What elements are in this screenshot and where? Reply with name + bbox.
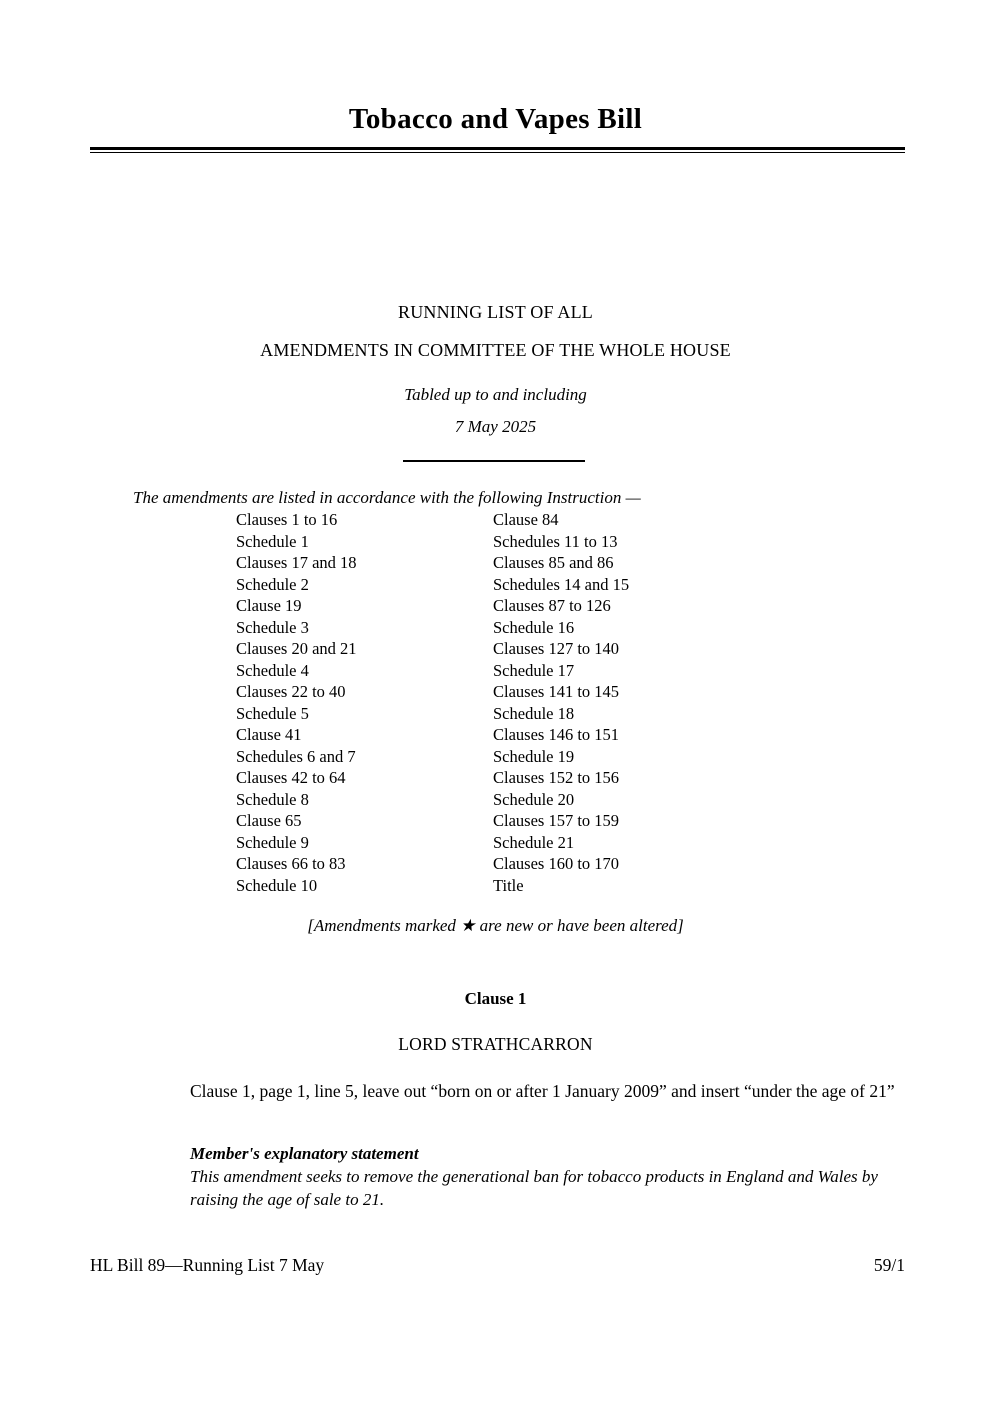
list-item: Clauses 87 to 126 — [493, 596, 611, 615]
tabled-date: 7 May 2025 — [454, 417, 537, 436]
page-title: Tobacco and Vapes Bill — [348, 103, 643, 135]
list-item: Schedule 18 — [493, 703, 575, 723]
list-item: Schedule 10 — [236, 875, 318, 895]
instruction-columns — [236, 509, 750, 896]
tabled-note: Tabled up to and including — [404, 385, 587, 404]
list-item: Schedule 1 — [236, 531, 309, 551]
list-item: Schedule 20 — [493, 789, 575, 809]
list-item: Schedule 5 — [236, 703, 309, 723]
star-note: [Amendments marked ★ are new or have been altered] — [307, 916, 684, 935]
list-item: Clauses 66 to 83 — [236, 854, 346, 873]
mover-name: LORD STRATHCARRON — [398, 1034, 593, 1054]
list-item: Schedule 9 — [236, 832, 309, 852]
list-item: Clauses 141 to 145 — [493, 682, 620, 701]
list-item: Clauses 1 to 16 — [236, 510, 338, 529]
list-item: Clauses 17 and 18 — [236, 553, 357, 572]
list-item: Schedules 6 and 7 — [236, 746, 356, 766]
list-item: Clauses 157 to 159 — [493, 811, 620, 830]
list-item: Clauses 127 to 140 — [493, 639, 620, 658]
instruction-list-left — [236, 509, 493, 896]
list-item: Schedule 2 — [236, 574, 309, 594]
footer-bill-reference: HL Bill 89—Running List 7 May — [90, 1255, 325, 1275]
list-item: Clauses 42 to 64 — [236, 768, 346, 787]
list-item: Clause 65 — [236, 811, 302, 830]
title-double-rule — [90, 147, 905, 153]
list-item: Clause 19 — [236, 596, 302, 615]
list-item: Clauses 20 and 21 — [236, 639, 357, 658]
list-item: Title — [493, 875, 524, 895]
list-item: Clauses 22 to 40 — [236, 682, 346, 701]
list-item: Clause 84 — [493, 510, 559, 529]
instruction-intro: The amendments are listed in accordance with the following Instruction — — [133, 488, 641, 507]
list-item: Schedules 11 to 13 — [493, 531, 618, 551]
explanatory-statement-text: This amendment seeks to remove the generational ban for tobacco products in England and Wales by raising the age of sale to 21. — [190, 1167, 878, 1209]
list-item: Clauses 152 to 156 — [493, 768, 620, 787]
amendment-text: Clause 1, page 1, line 5, leave out “born on or after 1 January 2009” and insert “under the age of 21” — [190, 1081, 895, 1101]
instruction-list-right — [493, 509, 750, 896]
committee-heading: AMENDMENTS IN COMMITTEE OF THE WHOLE HOUSE — [260, 340, 731, 360]
list-item: Clauses 146 to 151 — [493, 725, 620, 744]
page-footer — [90, 1255, 905, 1276]
list-item: Schedule 21 — [493, 832, 575, 852]
list-item: Schedule 8 — [236, 789, 309, 809]
list-item: Schedule 3 — [236, 617, 309, 637]
section-separator-rule — [403, 460, 585, 462]
clause-heading: Clause 1 — [464, 989, 527, 1008]
list-item: Schedule 4 — [236, 660, 309, 680]
running-list-heading: RUNNING LIST OF ALL — [398, 302, 593, 322]
list-item: Schedules 14 and 15 — [493, 574, 630, 594]
list-item: Clauses 160 to 170 — [493, 854, 620, 873]
list-item: Schedule 16 — [493, 617, 575, 637]
list-item: Schedule 17 — [493, 660, 575, 680]
list-item: Clauses 85 and 86 — [493, 553, 614, 572]
footer-page-number: 59/1 — [873, 1255, 905, 1275]
list-item: Schedule 19 — [493, 746, 575, 766]
list-item: Clause 41 — [236, 725, 302, 744]
explanatory-statement-heading: Member's explanatory statement — [190, 1144, 419, 1163]
